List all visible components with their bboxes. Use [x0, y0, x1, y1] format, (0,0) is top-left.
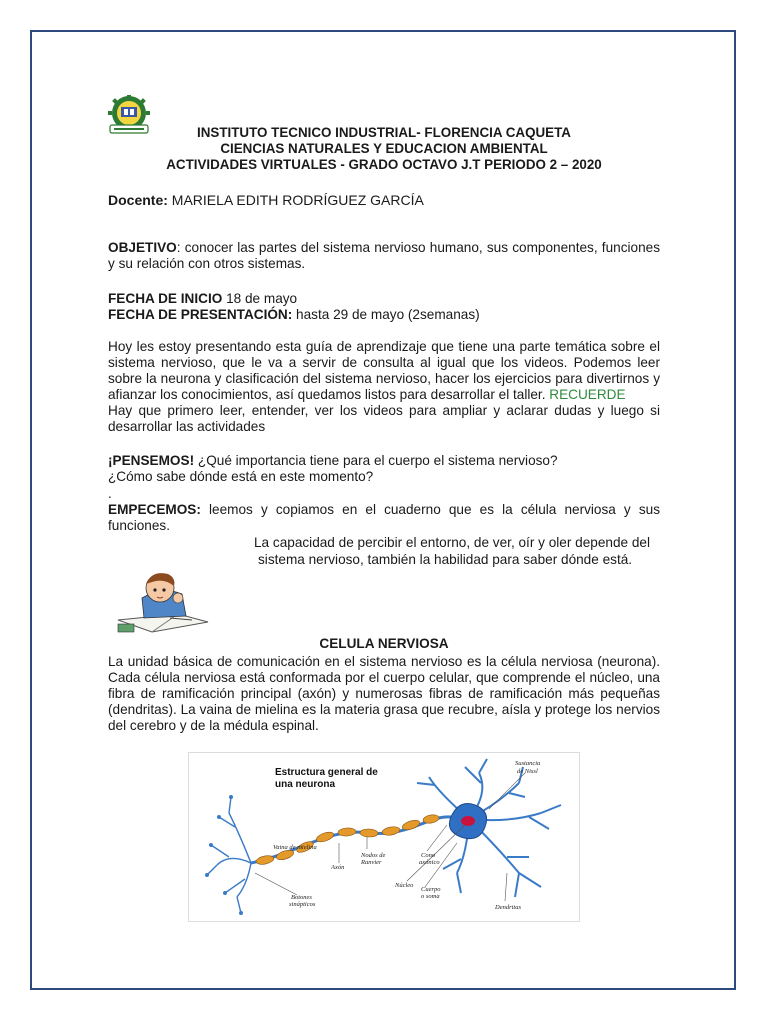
fecha-inicio [108, 291, 660, 307]
label-cuerpo-2: o soma [421, 893, 440, 900]
label-nodos-2: Ranvier [361, 859, 382, 866]
diagram-title-line-1: Estructura general de [275, 767, 378, 778]
label-botones-2: sinápticos [289, 901, 316, 908]
dendrites [417, 759, 561, 897]
label-cuerpo-1: Cuerpo [421, 886, 441, 893]
fecha-presentacion-label: FECHA DE PRESENTACIÓN: [108, 307, 293, 322]
capacidad-line-1: La capacidad de percibir el entorno, de ver, oír y oler depende del [254, 535, 650, 550]
label-nucleo: Núcleo [395, 882, 414, 889]
recuerde-text: RECUERDE [549, 387, 626, 402]
boy-reading-illustration [112, 568, 224, 636]
celula-paragraph: La unidad básica de comunicación en el sistema nervioso es la célula nerviosa (neurona). Cada célula nerviosa está conformada por el cuerpo celular, que comprende el núcleo, una fibra de ramificación principal (axón) y numerosas fibras de ramificación más pequeñas (dendritas). La vaina de mielina es la materia grasa que recubre, aísla y protege los nervios del cerebro y de la médula espinal. [108, 654, 660, 733]
header-line-activity: ACTIVIDADES VIRTUALES - GRADO OCTAVO J.T PERIODO 2 – 2020 [166, 157, 602, 172]
intro-paragraph [108, 339, 660, 435]
empecemos-text: leemos y copiamos en el cuaderno que es la célula nerviosa y sus funciones. [108, 502, 660, 533]
stray-dot: . [108, 486, 112, 501]
axon-terminals [207, 797, 251, 913]
objetivo-paragraph [108, 240, 660, 272]
pensemos-question-2: ¿Cómo sabe dónde está en este momento? [108, 469, 374, 484]
header-line-institute: INSTITUTO TECNICO INDUSTRIAL- FLORENCIA CAQUETA [197, 125, 571, 140]
label-nodos-1: Nodos de [361, 852, 386, 859]
capacidad-line-2: sistema nervioso, también la habilidad para saber dónde está. [258, 552, 633, 567]
celula-title: CELULA NERVIOSA [319, 636, 449, 651]
pensemos-q1: ¿Qué importancia tiene para el cuerpo el sistema nervioso? [194, 453, 558, 468]
myelin-sheath [255, 814, 439, 866]
objetivo-label: OBJETIVO [108, 240, 177, 255]
intro-instructions: Hay que primero leer, entender, ver los videos para ampliar y aclarar dudas y luego si desarrollar las actividades [108, 403, 660, 434]
docente-name: MARIELA EDITH RODRÍGUEZ GARCÍA [171, 192, 424, 208]
header-line-subject: CIENCIAS NATURALES Y EDUCACION AMBIENTAL [220, 141, 548, 156]
empecemos-label: EMPECEMOS: [108, 502, 201, 517]
pensemos-label: ¡PENSEMOS! [108, 453, 195, 468]
label-botones-1: Botones [291, 894, 312, 901]
label-cono-1: Cono [421, 852, 436, 859]
objetivo-text: : conocer las partes del sistema nervioso humano, sus componentes, funciones y su relación con otros sistemas. [108, 240, 660, 271]
neuron-diagram [188, 752, 580, 922]
fecha-presentacion-value: hasta 29 de mayo (2semanas) [292, 307, 480, 322]
document-header [108, 125, 660, 173]
nucleus [461, 816, 475, 826]
diagram-title-line-2: una neurona [275, 779, 336, 790]
docente-line [108, 192, 424, 208]
label-dendritas: Dendritas [495, 904, 521, 911]
label-vaina: Vaina de mielina [273, 844, 317, 851]
intro-text: Hoy les estoy presentando esta guía de aprendizaje que tiene una parte temática sobre el sistema nervioso, que le va a servir de consulta al igual que los videos. Podemos leer sobre la neurona y clasificación del sistema nervioso, hacer los ejercicios para divertirnos y afianzar los conocimientos, así quedamos listos para desarrollar el taller. [108, 339, 660, 402]
fecha-inicio-value: 18 de mayo [222, 291, 298, 306]
fecha-presentacion [108, 307, 660, 323]
label-axon: Axón [331, 864, 345, 871]
fecha-inicio-label: FECHA DE INICIO [108, 291, 223, 306]
label-sustancia-1: Sustancia [515, 760, 541, 767]
empecemos-paragraph [108, 502, 660, 534]
label-cono-2: axónico [419, 859, 440, 866]
label-sustancia-2: de Nissl [517, 768, 538, 775]
docente-label: Docente: [108, 192, 168, 208]
pensemos-question-1 [108, 453, 660, 469]
